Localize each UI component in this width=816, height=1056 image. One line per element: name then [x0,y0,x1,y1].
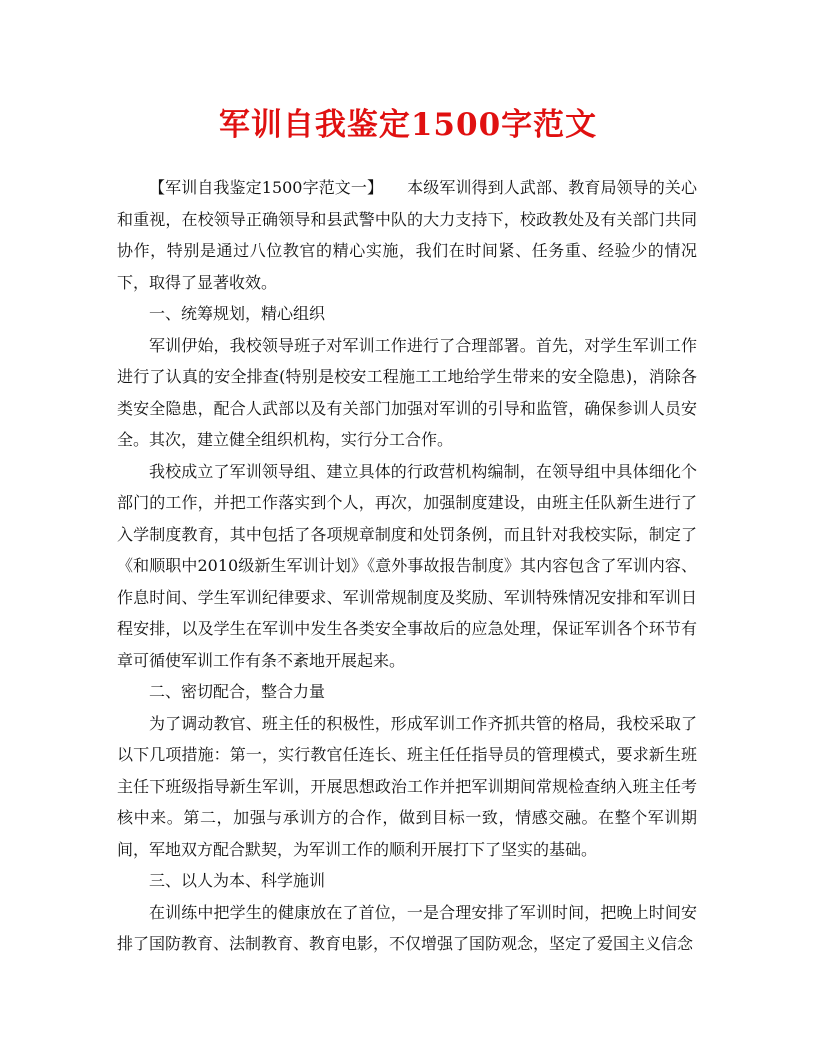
paragraph: 我校成立了军训领导组、建立具体的行政营机构编制，在领导组中具体细化个部门的工作，并把工作落实到个人，再次，加强制度建设，由班主任队新生进行了入学制度教育，其中包括了各项规章制度和处罚条例，而且针对我校实际，制定了《和顺职中2010级新生军训计划》《意外事故报告制度》其内容包含了军训内容、作息时间、学生军训纪律要求、军训常规制度及奖励、军训特殊情况安排和军训日程安排，以及学生在军训中发生各类安全事故后的应急处理，保证军训各个环节有章可循使军训工作有条不紊地开展起来。 [117,461,697,670]
section-heading-3: 三、以人为本、科学施训 [149,871,326,890]
intro-text: 本级军训得到人武部、教育局领导的关心和重视，在校领导正确领导和县武警中队的大力支持下，校政教处及有关部门共同协作，特别是通过八位教官的精心实施，我们在时间紧、任务重、经验少的情况下，取得了显著收效。 [117,178,697,292]
intro-label: 【军训自我鉴定1500字范文一】 [149,178,384,197]
document-title: 军训自我鉴定1500字范文 [218,107,598,143]
paragraph: 军训伊始，我校领导班子对军训工作进行了合理部署。首先，对学生军训工作进行了认真的安全排查(特别是校安工程施工工地给学生带来的安全隐患)，消除各类安全隐患，配合人武部以及有关部门加强对军训的引导和监管，确保参训人员安全。其次，建立健全组织机构，实行分工合作。 [117,335,697,449]
paragraph-intro [117,172,697,298]
section-heading-2: 二、密切配合，整合力量 [149,682,326,701]
paragraph: 在训练中把学生的健康放在了首位，一是合理安排了军训时间，把晚上时间安排了国防教育、法制教育、教育电影，不仅增强了国防观念，坚定了爱国主义信念 [117,902,697,953]
section-heading-1: 一、统筹规划，精心组织 [149,304,326,323]
paragraph: 为了调动教官、班主任的积极性，形成军训工作齐抓共管的格局，我校采取了以下几项措施：第一，实行教官任连长、班主任任指导员的管理模式，要求新生班主任下班级指导新生军训，开展思想政治工作并把军训期间常规检查纳入班主任考核中来。第二，加强与承训方的合作，做到目标一致，情感交融。在整个军训期间，军地双方配合默契，为军训工作的顺利开展打下了坚实的基础。 [117,713,697,859]
document-body [117,172,697,960]
